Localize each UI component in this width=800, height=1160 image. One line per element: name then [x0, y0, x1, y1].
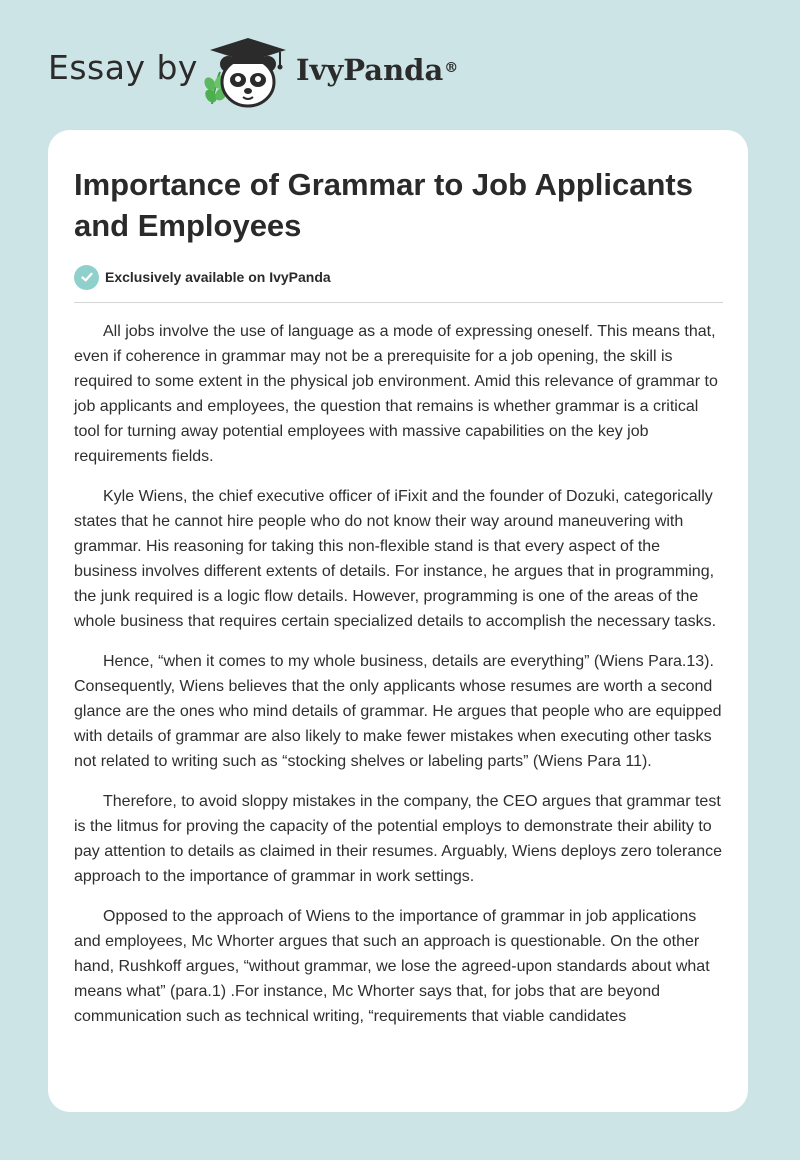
- brand-name-text: IvyPanda: [296, 53, 444, 87]
- paragraph: Opposed to the approach of Wiens to the importance of grammar in job applications and employees, Mc Whorter argues that such an approach is questionable. On the other hand, Rushkoff argues, “without grammar, we lose the agreed-upon standards about what means what” (para.1) .For instance, Mc Whorter says that, for jobs that are beyond communication such as technical writing, “requirements that viable candidates: [74, 908, 710, 1025]
- paragraph: All jobs involve the use of language as a mode of expressing oneself. This means that, even if coherence in grammar may not be a prerequisite for a job opening, the skill is required to some extent in the physical job environment. Amid this relevance of grammar to job applicants and employees, the question that remains is whether grammar is a critical tool for turning away potential employees with massive capabilities on the key job requirements fields.: [74, 323, 718, 465]
- essay-card: [48, 130, 748, 1112]
- exclusive-badge-label: Exclusively available on IvyPanda: [105, 269, 331, 285]
- essay-body: [74, 319, 726, 1044]
- site-header: [0, 0, 800, 130]
- paragraph: Therefore, to avoid sloppy mistakes in the company, the CEO argues that grammar test is the litmus for proving the capacity of the potential employs to demonstrate their ability to pay attention to details as claimed in their resumes. Arguably, Wiens deploys zero tolerance approach to the importance of grammar in work settings.: [74, 793, 723, 885]
- registered-mark: ®: [444, 60, 459, 76]
- page-title: Importance of Grammar to Job Applicants and Employees: [74, 167, 693, 243]
- essay-by-label: Essay by: [48, 48, 198, 87]
- check-icon: [74, 265, 99, 290]
- paragraph: Hence, “when it comes to my whole business, details are everything” (Wiens Para.13). Consequently, Wiens believes that the only applicants whose resumes are worth a second glance are the ones who mind details of grammar. He argues that people who are equipped with details of grammar are also likely to make fewer mistakes when executing other tasks not related to writing such as “stocking shelves or labeling parts” (Wiens Para 11).: [74, 653, 722, 770]
- paragraph: Kyle Wiens, the chief executive officer of iFixit and the founder of Dozuki, categorically states that he cannot hire people who do not know their way around maneuvering with grammar. His reasoning for taking this non-flexible stand is that every aspect of the business involves different extents of details. For instance, he argues that in programming, the junk required is a logic flow details. However, programming is one of the areas of the whole business that requires certain specialized details to accomplish the necessary tasks.: [74, 488, 717, 630]
- divider: [74, 302, 723, 303]
- brand-name[interactable]: [296, 50, 458, 90]
- panda-graduate-icon[interactable]: [200, 34, 292, 112]
- exclusive-badge: [74, 264, 331, 290]
